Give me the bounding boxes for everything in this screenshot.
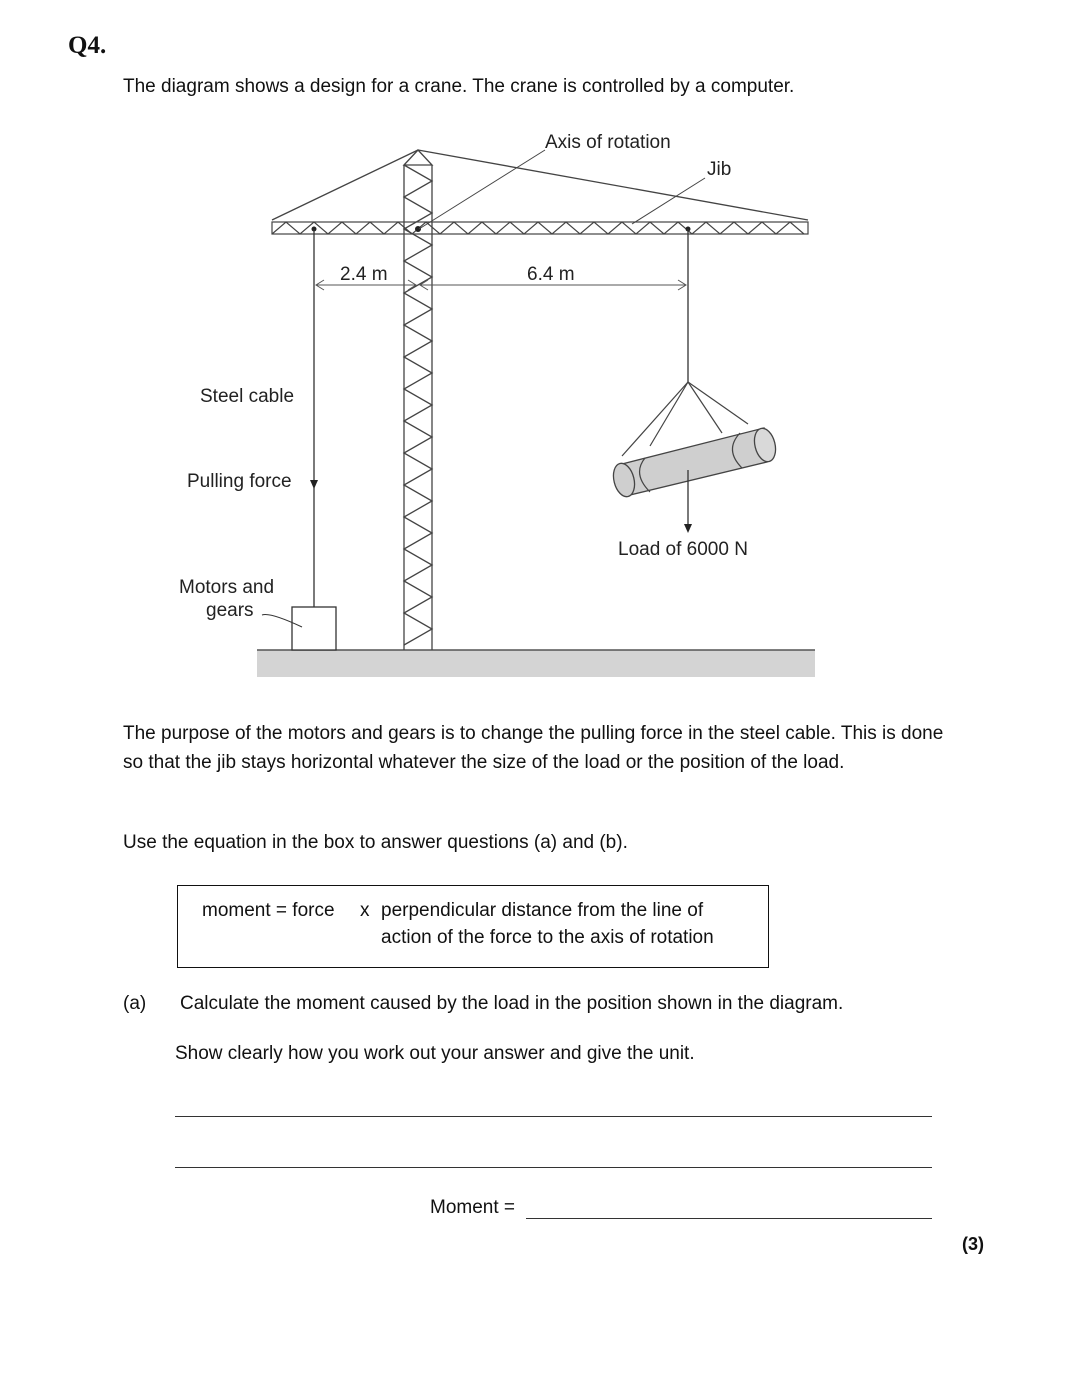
motor-box bbox=[292, 607, 336, 650]
moment-answer-label: Moment = bbox=[430, 1197, 516, 1218]
motors-label-line1: Motors and bbox=[179, 577, 275, 598]
marks-indicator: (3) bbox=[962, 1234, 984, 1254]
load-label: Load of 6000 N bbox=[618, 539, 748, 560]
question-number: Q4. bbox=[68, 32, 107, 59]
jib-leader bbox=[632, 178, 705, 224]
pulling-force-arrow bbox=[310, 480, 318, 489]
load-arrow-head bbox=[684, 524, 692, 533]
motors-label-line2: gears bbox=[206, 600, 254, 621]
intro-text: The diagram shows a design for a crane. The crane is controlled by a computer. bbox=[123, 76, 795, 97]
jib-truss bbox=[272, 222, 808, 234]
part-a-question: Calculate the moment caused by the load in the position shown in the diagram. bbox=[180, 993, 844, 1014]
moment-answer-line[interactable] bbox=[526, 1218, 932, 1219]
part-a-instruction: Show clearly how you work out your answer and give the unit. bbox=[175, 1043, 695, 1064]
pulling-force-label: Pulling force bbox=[187, 471, 292, 492]
axis-label: Axis of rotation bbox=[545, 132, 671, 153]
ground bbox=[257, 650, 815, 677]
part-a-label: (a) bbox=[123, 993, 147, 1014]
pipe-load bbox=[610, 426, 779, 499]
steel-cable-label: Steel cable bbox=[200, 386, 295, 407]
right-distance-label: 6.4 m bbox=[527, 264, 575, 285]
equation-times: x bbox=[360, 900, 370, 921]
jib-label: Jib bbox=[707, 159, 732, 180]
equation-rhs-line1: perpendicular distance from the line of bbox=[381, 900, 704, 921]
equation-lhs: moment = force bbox=[202, 900, 335, 921]
pivot-point bbox=[415, 226, 421, 232]
working-line-2[interactable] bbox=[175, 1167, 932, 1168]
purpose-text: The purpose of the motors and gears is to change the pulling force in the steel cable. This is done so that the jib stays horizontal whatever the size of the load or the position of the load. bbox=[123, 723, 944, 773]
equation-box bbox=[177, 885, 769, 968]
crane-diagram bbox=[150, 120, 850, 690]
working-line-1[interactable] bbox=[175, 1116, 932, 1117]
left-distance-label: 2.4 m bbox=[340, 264, 388, 285]
use-equation-text: Use the equation in the box to answer questions (a) and (b). bbox=[123, 832, 628, 853]
equation-rhs-line2: action of the force to the axis of rotation bbox=[381, 927, 714, 948]
